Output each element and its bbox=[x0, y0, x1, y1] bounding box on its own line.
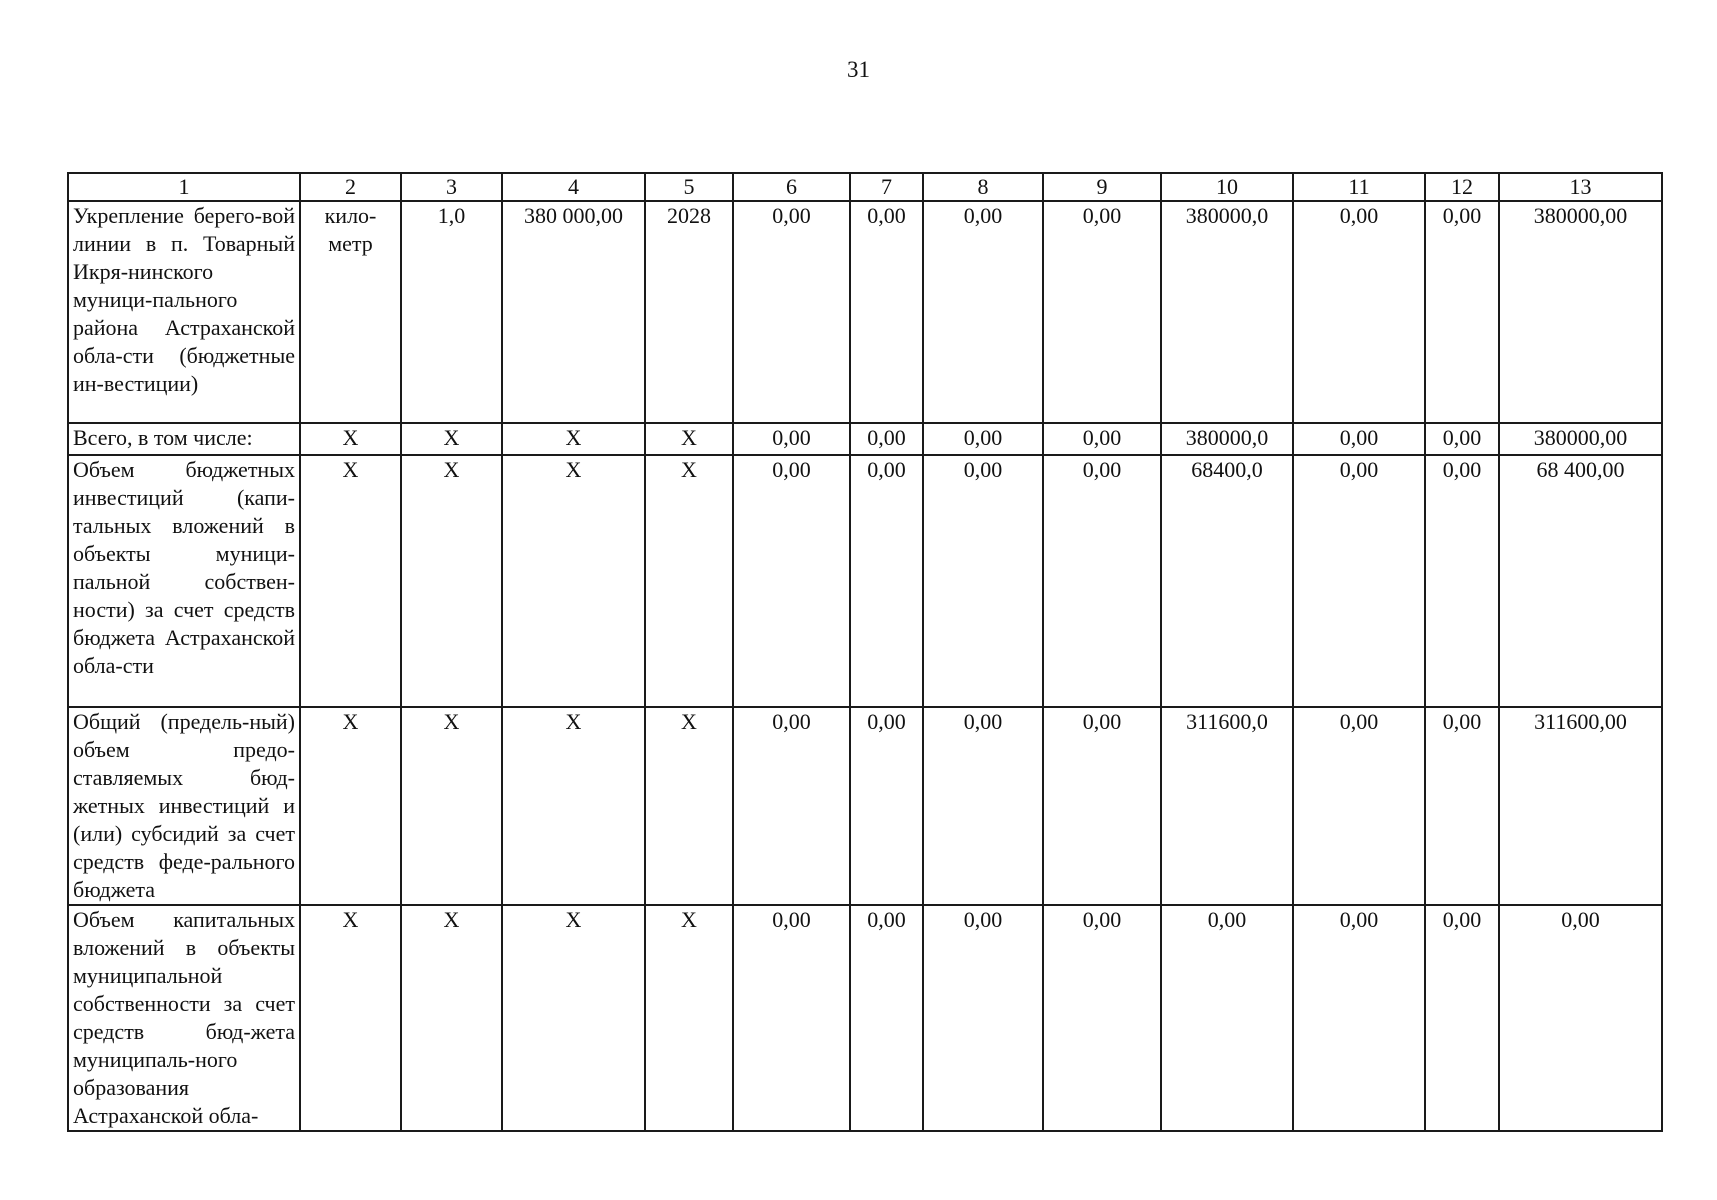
data-table bbox=[67, 172, 1663, 1132]
column-header: 3 bbox=[401, 173, 502, 201]
table-cell: 0,00 bbox=[1425, 707, 1499, 905]
table-cell: 0,00 bbox=[1043, 201, 1161, 423]
table-row bbox=[68, 905, 1662, 1131]
table-cell: 380000,00 bbox=[1499, 423, 1662, 455]
table-cell: 0,00 bbox=[923, 707, 1043, 905]
table-cell: 0,00 bbox=[1293, 905, 1425, 1131]
table-cell: 0,00 bbox=[1043, 423, 1161, 455]
column-header: 11 bbox=[1293, 173, 1425, 201]
column-header: 12 bbox=[1425, 173, 1499, 201]
table-cell: X bbox=[401, 455, 502, 707]
table-cell: 0,00 bbox=[850, 455, 923, 707]
table-cell: X bbox=[300, 905, 401, 1131]
column-header: 7 bbox=[850, 173, 923, 201]
table-cell: X bbox=[502, 707, 645, 905]
row-name-cell: Объем бюджетных инвестиций (капи-тальных вложений в объекты муници-пальной собствен-ности) за счет средств бюджета Астраханской обла-сти bbox=[68, 455, 300, 707]
table-cell: 0,00 bbox=[923, 905, 1043, 1131]
table-cell: 0,00 bbox=[1293, 201, 1425, 423]
table-cell: 0,00 bbox=[923, 201, 1043, 423]
table-cell: 0,00 bbox=[733, 905, 850, 1131]
column-header: 4 bbox=[502, 173, 645, 201]
table-header-row bbox=[68, 173, 1662, 201]
table-cell: X bbox=[401, 905, 502, 1131]
table-cell: X bbox=[401, 423, 502, 455]
column-header: 5 bbox=[645, 173, 733, 201]
table-cell: 0,00 bbox=[850, 707, 923, 905]
table-cell: 0,00 bbox=[1425, 455, 1499, 707]
table-cell: X bbox=[645, 905, 733, 1131]
table-cell: кило-метр bbox=[300, 201, 401, 423]
row-name-cell: Укрепление берего-вой линии в п. Товарный Икря-нинского муници-пального района Астраханской обла-сти (бюджетные ин-вестиции) bbox=[68, 201, 300, 423]
table-row bbox=[68, 423, 1662, 455]
table-cell: 0,00 bbox=[1043, 455, 1161, 707]
table-cell: 380000,00 bbox=[1499, 201, 1662, 423]
table-cell: 0,00 bbox=[1161, 905, 1293, 1131]
table-cell: 0,00 bbox=[1425, 905, 1499, 1131]
table-cell: X bbox=[502, 455, 645, 707]
table-row bbox=[68, 201, 1662, 423]
table-cell: X bbox=[645, 707, 733, 905]
table-cell: 2028 bbox=[645, 201, 733, 423]
column-header: 2 bbox=[300, 173, 401, 201]
table-cell: 380000,0 bbox=[1161, 201, 1293, 423]
table-cell: 68 400,00 bbox=[1499, 455, 1662, 707]
table-cell: 0,00 bbox=[1425, 201, 1499, 423]
table-cell: X bbox=[300, 423, 401, 455]
column-header: 6 bbox=[733, 173, 850, 201]
column-header: 8 bbox=[923, 173, 1043, 201]
table-cell: 0,00 bbox=[1043, 905, 1161, 1131]
table-cell: 0,00 bbox=[923, 423, 1043, 455]
table-cell: X bbox=[300, 707, 401, 905]
table-cell: 0,00 bbox=[850, 201, 923, 423]
table-cell: 0,00 bbox=[1293, 707, 1425, 905]
table-cell: 0,00 bbox=[923, 455, 1043, 707]
table-cell: 311600,00 bbox=[1499, 707, 1662, 905]
column-header: 10 bbox=[1161, 173, 1293, 201]
column-header: 9 bbox=[1043, 173, 1161, 201]
table-cell: X bbox=[502, 423, 645, 455]
column-header: 1 bbox=[68, 173, 300, 201]
table-cell: 0,00 bbox=[733, 707, 850, 905]
table-cell: 0,00 bbox=[733, 201, 850, 423]
table-cell: X bbox=[645, 455, 733, 707]
table-cell: 0,00 bbox=[733, 455, 850, 707]
row-name-cell: Объем капитальных вложений в объекты муниципальной собственности за счет средств бюд-жета муниципаль-ного образования Астраханской обла- bbox=[68, 905, 300, 1131]
row-name-cell: Общий (предель-ный) объем предо-ставляемых бюд-жетных инвестиций и (или) субсидий за счет средств феде-рального бюджета bbox=[68, 707, 300, 905]
table-cell: 0,00 bbox=[1293, 455, 1425, 707]
table-cell: 68400,0 bbox=[1161, 455, 1293, 707]
table-cell: 0,00 bbox=[850, 905, 923, 1131]
column-header: 13 bbox=[1499, 173, 1662, 201]
table-cell: 311600,0 bbox=[1161, 707, 1293, 905]
table-row bbox=[68, 455, 1662, 707]
table-cell: X bbox=[300, 455, 401, 707]
page-number: 31 bbox=[847, 57, 870, 82]
table-cell: 0,00 bbox=[1293, 423, 1425, 455]
table-cell: X bbox=[502, 905, 645, 1131]
table-cell: X bbox=[645, 423, 733, 455]
table-cell: 0,00 bbox=[1499, 905, 1662, 1131]
table-cell: 380000,0 bbox=[1161, 423, 1293, 455]
table-cell: X bbox=[401, 707, 502, 905]
table-cell: 0,00 bbox=[733, 423, 850, 455]
table-cell: 0,00 bbox=[1425, 423, 1499, 455]
table-row bbox=[68, 707, 1662, 905]
table-cell: 0,00 bbox=[850, 423, 923, 455]
table-cell: 0,00 bbox=[1043, 707, 1161, 905]
table-cell: 380 000,00 bbox=[502, 201, 645, 423]
table-cell: 1,0 bbox=[401, 201, 502, 423]
row-name-cell: Всего, в том числе: bbox=[68, 423, 300, 455]
